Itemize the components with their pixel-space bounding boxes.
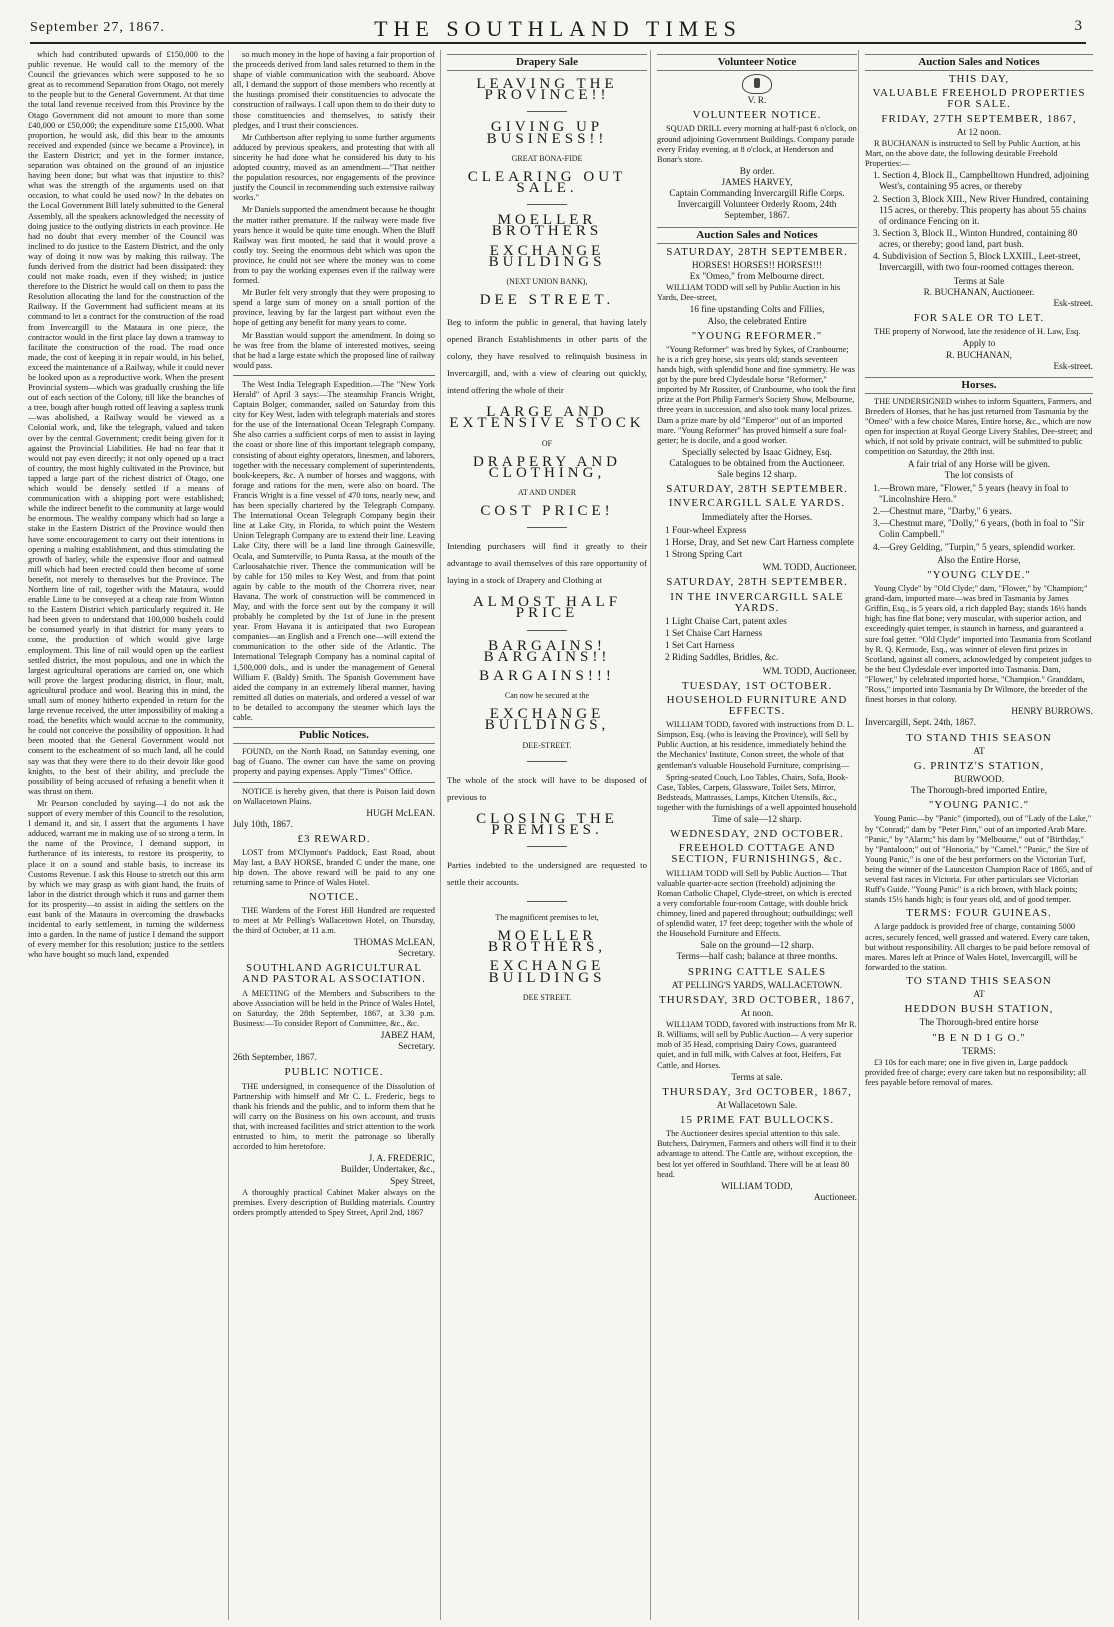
bendigo-terms: £3 10s for each mare; one in five given in, Large paddock provided free of charge; every care taken but no responsibility; all fees payable before removal of mares. <box>865 1057 1087 1088</box>
furniture-body: WILLIAM TODD, favored with instructions from D. L. Simpson, Esq. (who is leaving the Province), will Sell by Public Auction, at his residence, immediately behind the the Mechanics' Institute, Conon street, the whole of that gentleman's valuable Household Furniture, comprising— <box>657 720 855 770</box>
signature-address: Esk-street. <box>1053 298 1093 309</box>
omeo-line: Ex "Omeo," from Melbourne direct. <box>689 272 825 283</box>
paddock-body: A large paddock is provided free of charge, containing 5000 acres, securely fenced, well grassed and watered. Every care taken, but without responsibility. All charges to be paid before removal of mares. Mares left at Prince of Wales Hotel, Invercargill, will be forwarded to the station. <box>865 922 1090 972</box>
divider <box>527 630 567 631</box>
signature: WILLIAM TODD, <box>721 1181 793 1192</box>
divider <box>527 761 567 762</box>
notice-date: 26th September, 1867. <box>233 1053 317 1064</box>
signature: THOMAS McLEAN, <box>353 938 435 948</box>
reward-notice: LOST from M'Clymont's Paddock, East Road, about May last, a BAY HORSE, branded C under the mane, one hip down. The above reward will be paid to any one returning same to Prince of Wales Hotel. <box>233 848 435 888</box>
article-paragraph: which had contributed upwards of £150,000 to the public revenue. He would call to the memory of the Council the grievances which were supposed to be so great as to recommend Separation from Otago, not merely to the people but to the General Government. At that time the total land revenue received from this Province by the Otago Government did not amount to more than some £40,000 or £50,000; the expenditure some £15,000. What proportion, he would ask, did this bear to the amounts received and expended (since we became a Province), in the Eastern District; and yet in the former instance, separation was obtained on the ground of an injustice having been done; but what was that injustice to this? what was the strength of the arguments used on that occasion, to what could be used now? In the debates on the Local Government Bill lately submitted to the General Assembly, all the speakers acknowledged the necessity of doing justice to the outlying districts in each province. He had no doubt that every member of the Council was inclined to do justice to the Eastern District, and the only way of doing it now was by making this railway. The funds derived from the district had been dissipated: they could not make roads, even if they wished; in justice therefore to the District he would call on them to pass the Resolution allocating the land for the construction of the Railway. If the Government had sufficient means at its command to let a contract for the construction of the road from Invercargill to the Mataura in one piece, the contractor would in the first place lay down a tramway to facilitate the construction of the road. The road once made, the cost of keeping it in repair would, in his belief, exceed the maintenance of a Railway, while it could never be looked upon as a reproductive work. When the present Provincial system—which was gradually crushing the life out of each section of the Colony, till like the branches of a tree, bough after bough rotted off leaving a sapless trunk—was abolished, a Railway would be viewed as a Colonial work, and, like the telegraph, valued and taken over by the central Government; credit being given for it against the Provincial Liabilities. He had no fear that it would not pay even directly; it not only opened up a tract of country, the most highly cultivated in the Province, but tapped a large part of the richest district of Otago, one which would be densely settled if a means of communication with a shipping port were established; while the indirect benefit to the community at large would be enormous. The wealthy company which had so large a stake in the Eastern District of the Province would then have some encouragement to carry out their intentions in opening a malting establishment, and thus stimulating the growth of barley, while the expensive flour and oatmeal mill which had been erected could then become of some benefit, not merely to themselves but the Province. The Northern line of rail, together with the Mataura, would enable Lime to be conveyed at a cheap rate from Winton to the Eastern District which particularly required it. He had been given to understand that 100,000 bushels could be consumed yearly in that district for many years to come, the production of which would give large employment. This line of rail would open up the earliest settled district, the most populous, and one in which the largest agricultural operations are carried on, one which will prove the largest producing district, in flour, malt, agricultural produce and wool. Bearing this in mind, the small sum of money hitherto expended in return for the large revenue received, the utter impossibility of making a road, the benefits which would accrue to the community, he could not conceive the possibility of opposition. It had been mooted that the General Government would not consent to the escheatment of so much land, all he could say was that they were there to do their devoir like good knights, to the best of their ability, and preclude the possibility of being accused of refusing a benefit when it was thrust on them. <box>28 50 224 796</box>
display-line: (NEXT UNION BANK), <box>506 276 588 286</box>
horses-line: HORSES! HORSES!! HORSES!!! <box>691 260 823 271</box>
association-notice: A MEETING of the Members and Subscribers to the above Association will be held in the Prince of Wales Hotel, on Saturday, the 28th September, 1867, at 3.30 p.m. Business:—To consider Report of Committee, &c., &c. <box>233 988 435 1028</box>
display-line: DEE STREET. <box>479 292 615 309</box>
column-3-drapery-sale <box>440 50 647 1620</box>
by-order: By order. <box>739 166 775 177</box>
horses-heading: Horses. <box>865 377 1093 394</box>
sale-title: FOR SALE OR TO LET. <box>913 312 1045 325</box>
horse-description: Young Clyde" by "Old Clyde;" dam, "Flower," by "Champion;" grand-dam, imported mare—was bred in Tasmania by James Griffin, Esq., is 5 years old, a rich dappled Bay; stands 16½ hands high; has fine flat bone; very muscular, with superior action, and exceedingly quiet temper, is staunch in harness, and guaranteed a sure foal getter. "Old Clyde" imported into Tasmania from Scotland by R. Q. Kermode, Esq., was winner of eleven first prizes in Scotland, against all comers, acknowledged by competent judges to be the best Clydesdale ever imported into Tasmania. Dam, "Flower," by celebrated imported horse, "Champion." Granddam, "Ross," imported into Tasmania by Dr Wilmore, the breeder of the finest horses in that colony. <box>865 584 1092 705</box>
article-paragraph: Mr Pearson concluded by saying—I do not ask the support of every member of this Council to the resolution, I demand it, and sir, I assert that the arguments I have adduced, warrant me in making use of so strong a term. In the name of the Province, I demand support, in furtherance of its interests, to restore its prosperity, to place it on a sound and stable basis, to increase its Customs Revenue. I ask this House to stretch out this arm by which we may grasp as with giant hand, the fruits of labor in the district through which it runs and garner them for its prosperity—to assist in aiding the settlers on the east bank of the Mataura in overcoming the drawbacks incidental to early settlement, in turning the wilderness into a garden. In the name of justice I demand the support of every member for this resolution; justice to the settlers who have bought so much land, expended <box>28 798 224 960</box>
freehold-body: WILLIAM TODD will Sell by Public Auction— That valuable quarter-acre section (freehold) adjoining the Roman Catholic Chapel, Clyde-street, on which is erected a very comfortable four-room Cottage, with double brick chimney, lined and papered throughout; outbuildings; well of splendid water, 17 feet deep; together with the whole of the Household Furniture and Effects. <box>657 868 853 939</box>
display-line: BARGAINS! BARGAINS!! <box>483 637 611 665</box>
lot-list <box>657 617 857 665</box>
location: BURWOOD. <box>954 775 1004 785</box>
display-line: CLEARING OUT SALE. <box>467 168 627 197</box>
divider <box>233 782 435 783</box>
horse-name: "YOUNG CLYDE." <box>927 568 1031 581</box>
masthead <box>30 8 1086 44</box>
signature-title: Captain Commanding Invercargill Rifle Corps. Invercargill Volunteer Orderly Room, 24th September, 1867. <box>669 189 845 222</box>
notice-date: July 10th, 1867. <box>233 819 293 830</box>
sale-title: SPRING CATTLE SALES <box>687 965 827 978</box>
norwood-body: THE property of Norwood, late the residence of H. Law, Esq. <box>874 327 1081 337</box>
list-item: 1 Strong Spring Cart <box>665 550 743 561</box>
horse-name: "YOUNG PANIC." <box>928 799 1030 812</box>
lot-list <box>657 526 857 561</box>
list-item: 1 Set Cart Harness <box>665 641 735 652</box>
display-line: DRAPERY AND CLOTHING, <box>472 453 622 481</box>
sale-title: 15 PRIME FAT BULLOCKS. <box>679 1114 835 1127</box>
display-line: COST PRICE! <box>480 503 614 520</box>
signature: R. BUCHANAN, Auctioneer. <box>923 287 1035 298</box>
signature: JAMES HARVEY, <box>721 178 793 188</box>
this-day: THIS DAY, <box>948 73 1010 86</box>
display-line: EXCHANGE BUILDINGS <box>488 958 606 986</box>
drapery-sale-heading: Drapery Sale <box>447 54 647 71</box>
bullocks-body: The Auctioneer desires special attention to this sale. Butchers, Dairymen, Farmers and others will find it to their advantage to attend. The Cattle are, without exception, the best lot yet offered in Southland. There will be at least 80 head. <box>657 1129 857 1179</box>
list-item: 3. Section 3, Block II., Winton Hundred, containing 80 acres, or thereby; good land, part bush. <box>873 229 1078 251</box>
display-line: GIVING UP BUSINESS!! <box>486 119 608 147</box>
telegraph-article: The West India Telegraph Expedition.—The "New York Herald" of April 3 says:—The steamship Francis Wright, Captain Bolger, commander, sailed on Saturday from this city for Key West, laden with telegraph materials and stores for the use of the International Ocean Telegraph Company. She also carries a sufficient corps of men to assist in laying the coast or shore line of this important telegraph company, consisting of about eighty operators, linesmen, and laborers, together with the necessary complement of superintendents, book-keepers, &c. A number of horses and waggons, with forage and rations for the men, were also on board. The Francis Wright is a fine vessel of 470 tons, nearly new, and has been specially chartered by the Telegraph Company. The International Ocean Telegraph Company begin their line at Lake City, in Florida, to which point the Western Union Telegraph Company are to extend their line. Leaving Lake City, there will be a land line through Gainesville, Ocala, and Sumterville, to Punta Rassa, at the mouth of the Carloosahatchie river. Thence the communication will be by cable for 150 miles to Key West, and from that point again by cable to the mouth of the Chorrera river, near Havana. The work of construction will be commenced in May, and with the force sent out by the company it will probably be completed by the 1st of June in the present year. From Havana it is anticipated that two European companies—an English and a French one—will extend the communication to the other side of the Atlantic. The International Telegraph Company has a nominal capital of 1,500,000 dols., and is under the management of General William F. (Baldy) Smith. The Spanish Government have aided the company in an extremely liberal manner, having remitted all duties on materials, and ordered a vessel of war to be detailed to accompany the steamer which lays the cable. <box>233 379 435 722</box>
ad-body: The magnificent premises to let, <box>495 913 599 922</box>
display-line: LARGE AND EXTENSIVE STOCK <box>449 404 645 432</box>
divider <box>527 527 567 528</box>
divider <box>527 846 567 847</box>
signature-title: Secretary. <box>398 949 435 960</box>
mare-list <box>865 484 1093 554</box>
association-heading: SOUTHLAND AGRICULTURAL AND PASTORAL ASSOCIATION. <box>242 962 426 986</box>
horse-description: Young Panic—by "Panic" (imported), out of "Lady of the Lake," by "Conrad;" dam by "Peter Finn," out of an imported Arab Mare. "Panic," by "Alarm;" his dam by "Melbourne," out of "Birthday," by "Pantaloon;" out of "Honoria," by "Camel." "Panic," the Sire of Young Panic," is one of the best performers on the Victorian Turf, being the winner of the Launceston Champion Race of 1865, and of several fast races in Victoria. For other particulars see Victorian Ruff's Guide. "Young Panic" is a rich brown, with black points; stands 15½ hands high; is four years old, and of good temper. <box>865 814 1093 905</box>
column-4-auctions <box>650 50 857 1620</box>
ad-body: Beg to inform the public in general, that having lately opened Branch Establishments in other parts of the colony, they have resolved to relinquish business in Invercargill, and, with a view of clearing out quickly, intend offering the whole of their <box>447 317 647 396</box>
sale-date: THURSDAY, 3RD OCTOBER, 1867, <box>659 993 855 1006</box>
article-paragraph: Mr Daniels supported the amendment because he thought the matter rather premature. If the railway were made five years hence it would be quite time enough. When the Bluff Railway was first mooted, he said that it would prove a costly toy. Seeing the enormous debt which was upon the province, he could not see where the money was to come from to pay the working expenses even if the railway were formed. <box>233 205 435 286</box>
list-item: 1 Four-wheel Express <box>665 525 747 536</box>
signature: HUGH McLEAN. <box>366 808 435 819</box>
signature: J. A. FREDERIC, <box>368 1154 435 1165</box>
cattle-body: WILLIAM TODD, favored with instructions from Mr R. B. Williams, will sell by Public Auction— A very superior mob of 35 Head, comprising Dairy Cows, guaranteed quiet, and in full milk, with Calves at foot, Heifers, Fat Cattle, and Horses. <box>657 1020 857 1070</box>
notice-date: Invercargill, Sept. 24th, 1867. <box>865 718 977 729</box>
display-line: EXCHANGE BUILDINGS, <box>484 706 610 734</box>
article-paragraph: Mr Basstian would support the amendment. In doing so he was free from the blame of interested motives, seeing that he had a large estate which the proposed line of railway would pass. <box>233 330 435 370</box>
cabinet-maker-note: A thoroughly practical Cabinet Maker always on the premises. Every description of Building materials. Country orders promptly attended to Spey Street, April 2nd, 1867 <box>233 1187 435 1217</box>
property-list <box>865 171 1093 274</box>
furniture-items: Spring-seated Couch, Loo Tables, Chairs, Sofa, Book-Case, Tables, Carpets, Glassware, Toilet Sets, Mirror, Bedsteads, Mattrasses, Lamps, Kitchen Utensils, &c., together with the furnishings of a well appointed household <box>657 772 857 812</box>
poison-notice: NOTICE is hereby given, that there is Poison laid down on Wallacetown Plains. <box>233 786 435 806</box>
sale-time: At 12 noon. <box>956 127 1002 138</box>
royal-crest-icon <box>742 74 772 94</box>
signature-address: Esk-street. <box>1053 361 1093 372</box>
signature-title: Secretary. <box>398 1042 435 1053</box>
list-item: 2. Section 3, Block XIII., New River Hundred, containing 115 acres, or thereby. This property has about 55 chains of ordinance Fencing on it. <box>873 194 1089 227</box>
sale-time: Sale begins 12 sharp. <box>717 470 797 481</box>
list-item: 1 Set Chaise Cart Harness <box>665 629 763 640</box>
article-paragraph: Mr Butler felt very strongly that they were proposing to spend a large sum of money on a small portion of the province, leaving by far the largest part without even the hope of getting any benefit for many years to come. <box>233 288 435 328</box>
signature: HENRY BURROWS. <box>1011 707 1093 718</box>
sale-title: HOUSEHOLD FURNITURE AND EFFECTS. <box>666 693 848 717</box>
volunteer-body: SQUAD DRILL every morning at half-past 6 o'clock, on ground adjoining Government Buildings. Company parade every Friday evening, at 8 o'clock, at Henderson and Bonar's store. <box>657 124 857 164</box>
buchanan-body: R BUCHANAN is instructed to Sell by Public Auction, at his Mart, on the above date, the following desirable Freehold Properties:— <box>865 138 1081 169</box>
terms-heading: TERMS: FOUR GUINEAS. <box>906 907 1052 920</box>
column-1-council-debate <box>28 50 224 1620</box>
list-item: 2.—Chestnut mare, "Darby," 6 years. <box>873 507 1012 518</box>
partnership-notice: THE undersigned, in consequence of the Dissolution of Partnership with himself and Mr C. L. Frederic, begs to thank his friends and the public, and to inform them that he will carry on the Business on his own account, and trusts that, with increased facilities and strict attention to the work entrusted to him, to merit the patronage so liberally accorded to him heretofore. <box>233 1081 435 1152</box>
display-line: MOELLER BROTHERS, <box>487 928 607 956</box>
list-item: 3.—Chestnut mare, "Dolly," 6 years, (both in foal to "Sir Colin Campbell." <box>873 519 1085 541</box>
display-line: LEAVING THE PROVINCE!! <box>476 76 618 104</box>
list-item: 4.—Grey Gelding, "Turpin," 5 years, splendid worker. <box>873 542 1076 553</box>
list-item: 1.—Brown mare, "Flower," 5 years (heavy in foal to "Lincolnshire Hero." <box>873 483 1069 505</box>
thorough-line: The Thorough-bred entire horse <box>919 1018 1039 1029</box>
signature-address: Spey Street, <box>390 1176 435 1187</box>
at-line: AT <box>973 746 985 757</box>
list-item: 4. Subdivision of Section 5, Block LXXIII., Leet-street, Invercargill, with two four-roomed cottages thereon. <box>873 252 1081 274</box>
station-name: G. PRINTZ'S STATION, <box>913 759 1045 772</box>
display-line: DEE STREET. <box>522 992 572 1002</box>
venue: IN THE INVERCARGILL SALE YARDS. <box>670 590 844 614</box>
display-line: ALMOST HALF PRICE <box>472 594 622 622</box>
reward-heading: £3 REWARD. <box>297 833 371 846</box>
sale-date: THURSDAY, 3rd OCTOBER, 1867, <box>662 1085 852 1098</box>
todd-announcement: WILLIAM TODD will sell by Public Auction in his Yards, Dee-street, <box>657 283 841 303</box>
apply-line: Apply to <box>962 339 996 350</box>
sale-terms: Terms—half cash; balance at three months. <box>676 952 838 963</box>
venue: AT PELLING'S YARDS, WALLACETOWN. <box>671 980 843 991</box>
signature: WM. TODD, Auctioneer. <box>762 666 857 677</box>
sale-time: Sale on the ground—12 sharp. <box>700 941 814 952</box>
signature-title: Builder, Undertaker, &c., <box>340 1165 435 1176</box>
at-line: AT <box>973 990 985 1001</box>
sale-date: WEDNESDAY, 2ND OCTOBER. <box>670 828 844 841</box>
found-notice: FOUND, on the North Road, on Saturday evening, one bag of Guano. The owner can have the same on proving property and paying expenses. Apply "Times" Office. <box>233 747 435 777</box>
horse-name: "B E N D I G O." <box>932 1031 1026 1044</box>
wardens-notice: THE Wardens of the Forest Hill Hundred are requested to meet at Mr Pelling's Wallacetown Hotel, on Thursday, the third of October, at 11 a.m. <box>233 905 435 935</box>
horses-body: THE UNDERSIGNED wishes to inform Squatters, Farmers, and Breeders of Horses, that he has just returned from Tasmania by the "Omeo" with a few choice Mares, Entire horse, &c., which are now open for inspection at Royal George Livery Stables, Dee-street; and which, if not sold by private contract, will be submitted to public competition on Saturday, the 28th inst. <box>865 396 1093 457</box>
public-notice-heading: PUBLIC NOTICE. <box>284 1066 384 1079</box>
sale-terms: Terms at sale. <box>731 1072 783 1083</box>
display-line: BARGAINS!!! <box>479 667 615 684</box>
sale-time: Time of sale—12 sharp. <box>712 814 802 825</box>
sale-title: FREEHOLD COTTAGE AND SECTION, FURNISHINGS, &c. <box>671 842 843 866</box>
signature: R. BUCHANAN, <box>946 350 1012 361</box>
colts-line: 16 fine upstanding Colts and Fillies, <box>689 305 825 316</box>
list-item: 1. Section 4, Block II., Campbelltown Hundred, adjoining West's, containing 95 acres, or thereby <box>873 171 1089 193</box>
display-line: MOELLER BROTHERS <box>491 212 603 240</box>
display-line: OF <box>541 438 553 448</box>
ad-body: Intending purchasers will find it greatly to their advantage to avail themselves of this rare opportunity of laying in a stock of Drapery and Clothing at <box>447 541 647 586</box>
venue: At Wallacetown Sale. <box>716 1100 798 1111</box>
signature: WM. TODD, Auctioneer. <box>762 563 857 574</box>
public-notices-heading: Public Notices. <box>233 727 435 744</box>
signature-title: Auctioneer. <box>813 1192 857 1203</box>
display-line: EXCHANGE BUILDINGS <box>488 242 606 270</box>
entire-line: Also the Entire Horse, <box>937 555 1021 566</box>
ad-body: Parties indebted to the undersigned are requested to settle their accounts. <box>447 860 647 887</box>
terms-heading: TERMS: <box>962 1046 996 1057</box>
horse-description: "Young Reformer" was bred by Sykes, of Cranbourne; he is a rich grey horse, six years old; stands seventeen hands high, with splendid bone and fine symmetry. He was got by the pure bred Clydesdale horse "Reformer," imported by Mr Rossiter, of Cranbourne, who took the first prize at the Port Philip Farmer's Society Show, Melbourne, three years in succession, and also took many local prizes. Dam a prize mare by old "Emperor" out of an imported mare. "Young Reformer" has proved himself a sure foal-getter; he is docile, and a good worker. <box>657 344 856 445</box>
notice-heading: NOTICE. <box>308 890 360 903</box>
vr-initials: V. R. <box>747 96 767 107</box>
stand-heading: TO STAND THIS SEASON <box>906 731 1052 744</box>
timing: Immediately after the Horses. <box>701 512 813 523</box>
trial-line: A fair trial of any Horse will be given. <box>907 459 1051 470</box>
divider <box>527 204 567 205</box>
sale-time: At noon. <box>740 1009 774 1020</box>
sale-date: SATURDAY, 28TH SEPTEMBER. <box>666 576 848 589</box>
sale-date: SATURDAY, 28TH SEPTEMBER. <box>666 245 848 258</box>
ad-body: The whole of the stock will have to be disposed of previous to <box>447 774 647 802</box>
signature: JABEZ HAM, <box>380 1031 435 1041</box>
display-line: CLOSING THE PREMISES. <box>476 810 618 838</box>
list-item: 1 Light Chaise Cart, patent axles <box>665 616 787 627</box>
selected-by: Specially selected by Isaac Gidney, Esq. <box>682 447 832 458</box>
station-name: HEDDON BUSH STATION, <box>904 1003 1054 1016</box>
volunteer-title: VOLUNTEER NOTICE. <box>692 109 822 122</box>
column-5-auctions-horses <box>858 50 1093 1620</box>
catalogues-line: Catalogues to be obtained from the Auctioneer. <box>669 459 845 469</box>
volunteer-notice-heading: Volunteer Notice <box>657 54 857 71</box>
sale-terms: Terms at Sale <box>953 276 1005 287</box>
auction-sales-heading: Auction Sales and Notices <box>657 227 857 244</box>
issue-date: September 27, 1867. <box>30 20 165 35</box>
divider <box>527 901 567 902</box>
ad-body: Can now be secured at the <box>504 691 590 701</box>
thorough-line: The Thorough-bred imported Entire, <box>910 786 1048 797</box>
list-item: 2 Riding Saddles, Bridles, &c. <box>665 653 779 664</box>
also-line: Also, the celebrated Entire <box>707 316 807 327</box>
lot-intro: The lot consists of <box>944 470 1014 481</box>
divider <box>233 375 435 376</box>
newspaper-title: THE SOUTHLAND TIMES <box>374 16 742 41</box>
stand-heading: TO STAND THIS SEASON <box>906 974 1052 987</box>
display-line: DEE-STREET. <box>522 740 572 750</box>
list-item: 1 Horse, Dray, and Set new Cart Harness complete <box>665 537 854 548</box>
column-2 <box>228 50 435 1620</box>
page-number: 3 <box>1074 18 1082 34</box>
display-line: GREAT BONA-FIDE <box>511 153 583 163</box>
freehold-title: VALUABLE FREEHOLD PROPERTIES FOR SALE. <box>872 87 1086 111</box>
sale-date: TUESDAY, 1ST OCTOBER. <box>681 679 833 692</box>
sale-date: SATURDAY, 28TH SEPTEMBER. <box>666 483 848 496</box>
venue: INVERCARGILL SALE YARDS. <box>668 497 846 510</box>
auction-sales-heading: Auction Sales and Notices <box>865 54 1093 71</box>
horse-name: "YOUNG REFORMER." <box>691 329 823 342</box>
sale-date: FRIDAY, 27TH SEPTEMBER, 1867, <box>881 112 1077 125</box>
divider <box>527 111 567 112</box>
article-paragraph: Mr Cuthbertson after replying to some further arguments adduced by previous speakers, and protesting that with all sincerity he had done what he considered his duty to his adopted country, moved as an amendment—"That neither the population resources, nor engagements of the province justify the Council in recommending such extensive railway works." <box>233 132 435 203</box>
display-line: AT AND UNDER <box>517 487 577 497</box>
article-paragraph: so much money in the hope of having a fair proportion of the proceeds derived from land sales returned to them in the shape of viable communication with the seaboard. Above all, I demand the support of those members who recently at the hustings promised their constituencies to advocate the construction of railways. I call upon them to do their duty to those constituencies and themselves, to satisfy their pledges, and I trust their consciences. <box>233 50 435 130</box>
